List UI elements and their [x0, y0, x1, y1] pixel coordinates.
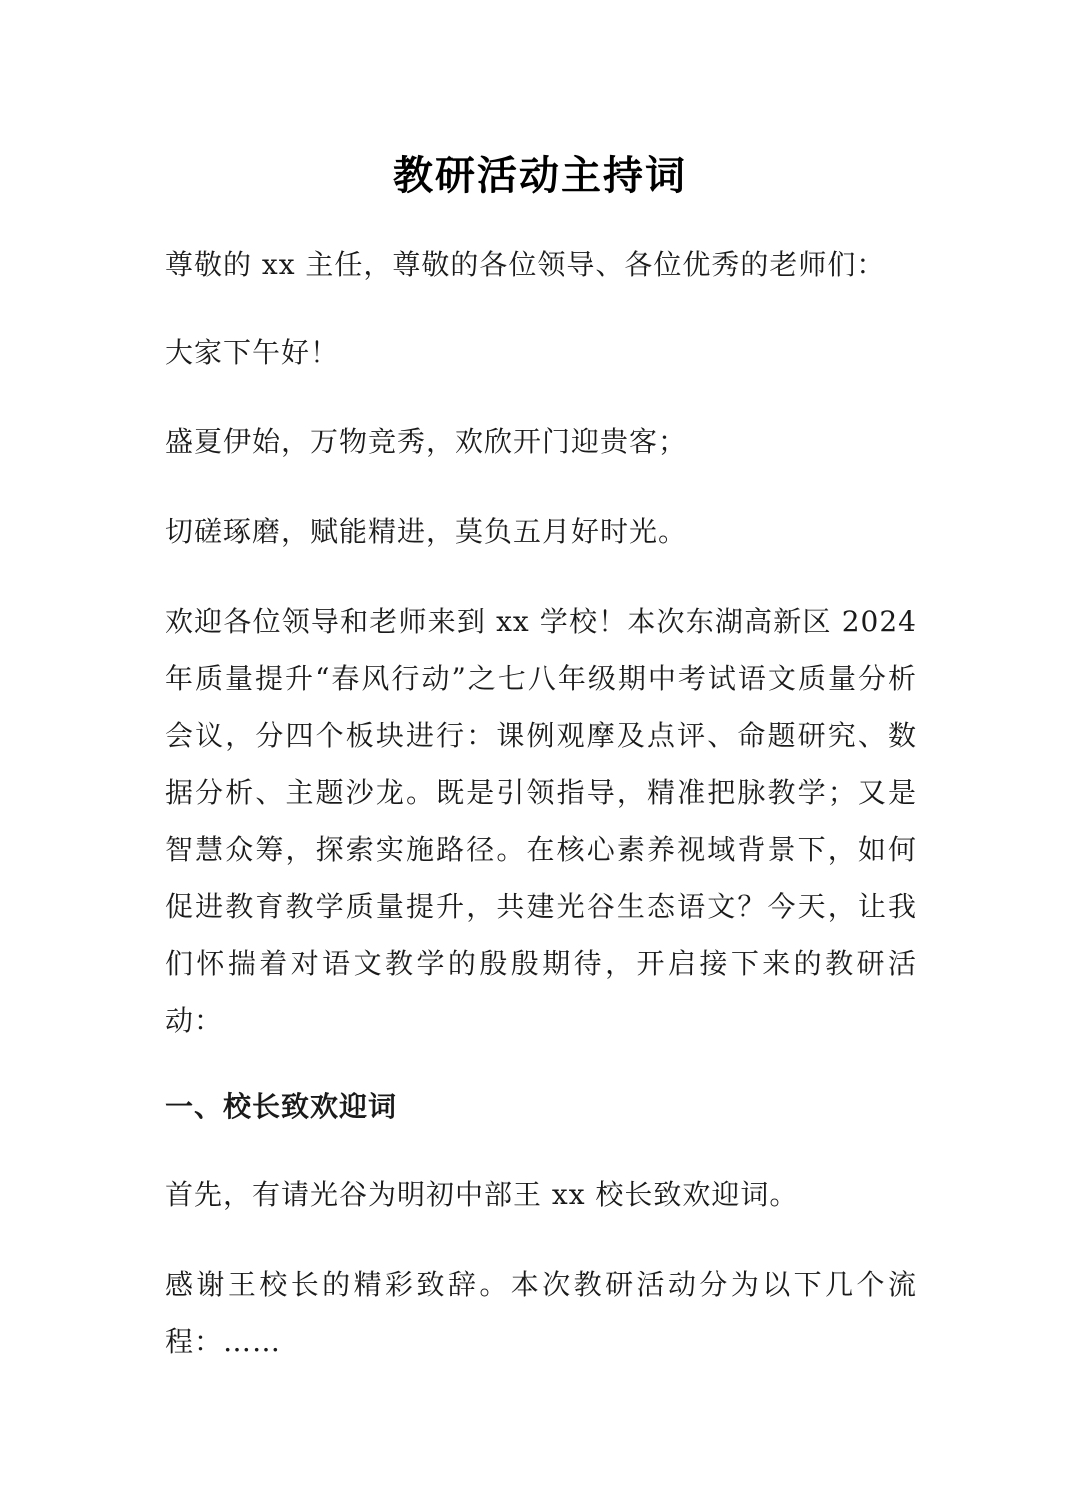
section-heading: 一、校长致欢迎词	[165, 1090, 398, 1123]
welcome-paragraph: 欢迎各位领导和老师来到 xx 学校！本次东湖高新区 2024 年质量提升“春风行动”之七八年级期中考试语文质量分析会议，分四个板块进行：课例观摩及点评、命题研究、数据分析、主题沙龙。既是引领指导，精准把脉教学；又是智慧众筹，探索实施路径。在核心素养视域背景下，如何促进教育教学质量提升，共建光谷生态语文？今天，让我们怀揣着对语文教学的殷殷期待，开启接下来的教研活动：	[165, 605, 917, 1037]
document-title: 教研活动主持词	[393, 153, 687, 199]
section-paragraph-1: 首先，有请光谷为明初中部王 xx 校长致欢迎词。	[165, 1178, 799, 1211]
salutation-paragraph: 尊敬的 xx 主任，尊敬的各位领导、各位优秀的老师们：	[165, 248, 886, 281]
greeting-paragraph: 大家下午好！	[165, 336, 340, 369]
couplet-line-2: 切磋琢磨，赋能精进，莫负五月好时光。	[165, 515, 688, 548]
section-paragraph-2: 感谢王校长的精彩致辞。本次教研活动分为以下几个流程：……	[165, 1268, 917, 1358]
couplet-line-1: 盛夏伊始，万物竞秀，欢欣开门迎贵客；	[165, 425, 688, 458]
